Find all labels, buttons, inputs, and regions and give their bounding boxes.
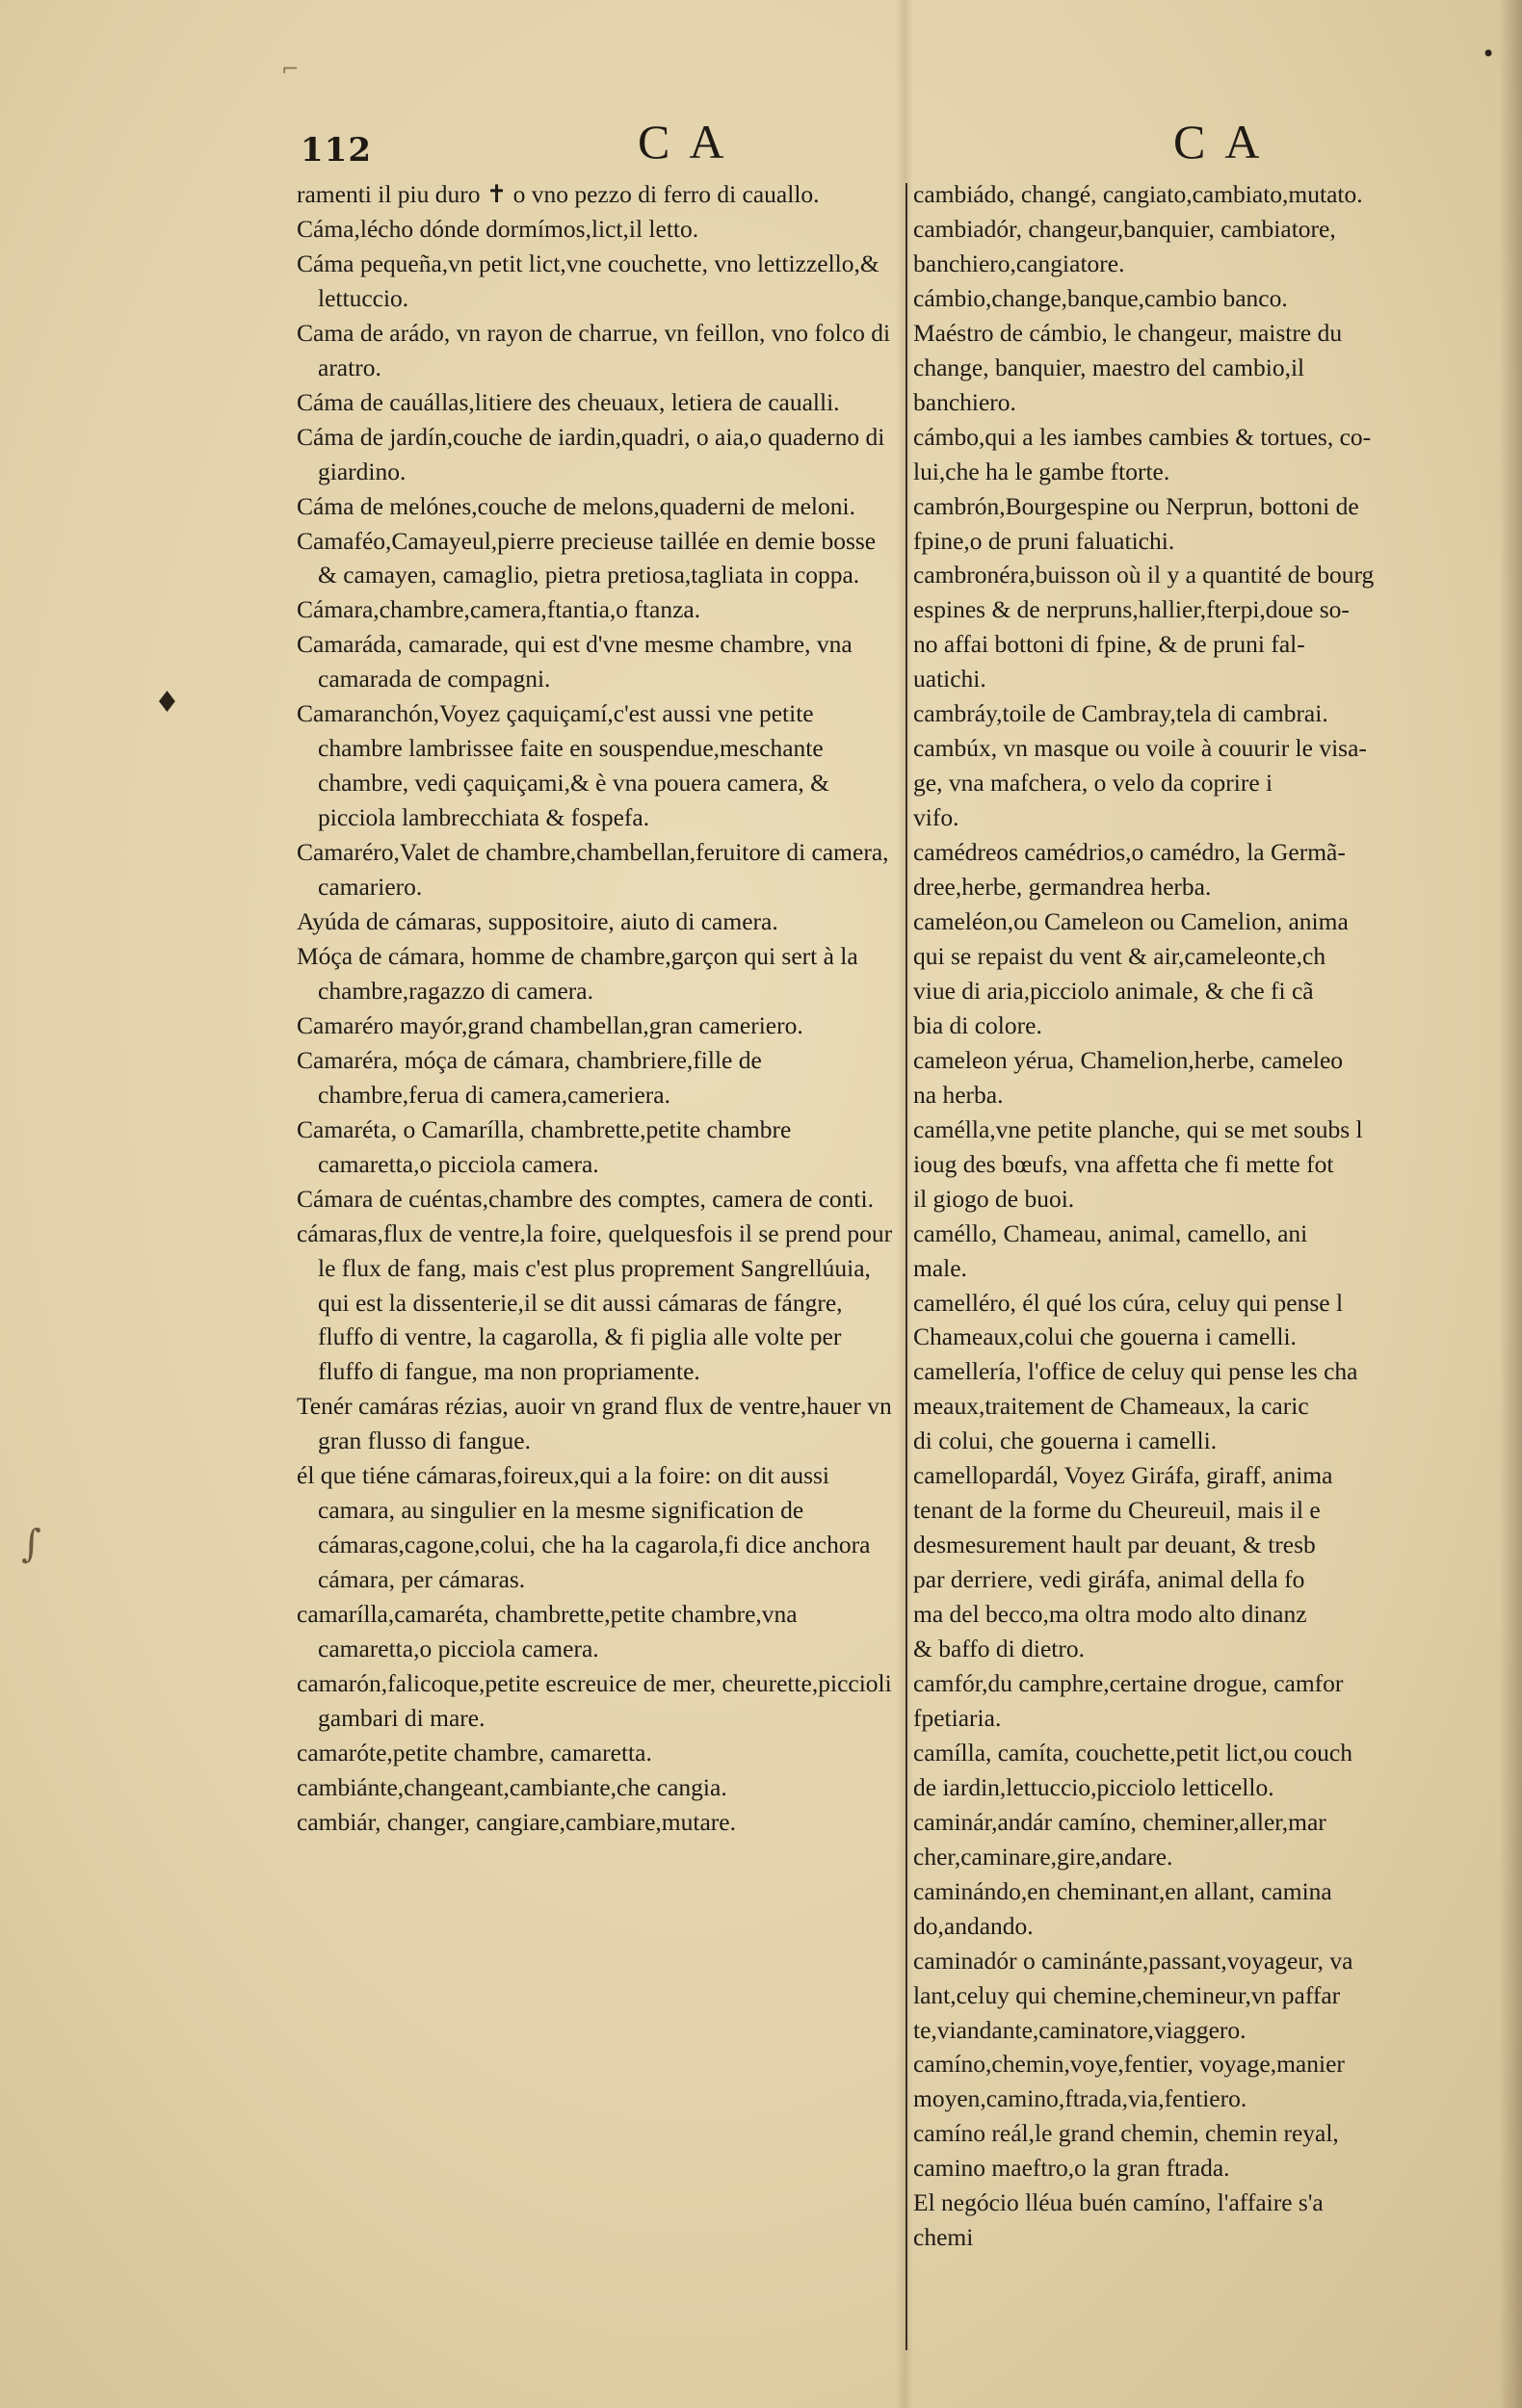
dictionary-entry: Maéstro de cámbio, le changeur, maistre du <box>913 318 1343 347</box>
dictionary-entry: camellería, l'office de celuy qui pense les cha <box>913 1357 1358 1386</box>
dictionary-entry: ramenti il piu duro ✝ o vno pezzo di ferro di cauallo. <box>297 180 820 208</box>
dictionary-entry: no affai bottoni di fpine, & de pruni fal- <box>913 630 1305 659</box>
dictionary-entry: Cáma de melónes,couche de melons,quaderni de meloni. <box>297 491 855 520</box>
dictionary-entry: cambiár, changer, cangiare,cambiare,mutare. <box>297 1807 736 1836</box>
dictionary-entry: banchiero,cangiatore. <box>913 249 1125 277</box>
dictionary-entry: caminándo,en cheminant,en allant, camina <box>913 1876 1332 1905</box>
dictionary-entry: Camaráda, camarade, qui est d'vne mesme chambre, vna camarada de compagni. <box>297 630 853 694</box>
dictionary-entry: change, banquier, maestro del cambio,il <box>913 353 1305 381</box>
right-column-header: CA <box>1173 115 1279 169</box>
dictionary-entry: camílla, camíta, couchette,petit lict,ou couch <box>913 1738 1352 1767</box>
dictionary-entry: fpetiaria. <box>913 1703 1002 1732</box>
dictionary-entry: camelléro, él qué los cúra, celuy qui pense l <box>913 1288 1344 1317</box>
dictionary-entry: di colui, che gouerna i camelli. <box>913 1426 1218 1455</box>
dictionary-entry: vifo. <box>913 803 959 832</box>
dictionary-entry: fpine,o de pruni faluatichi. <box>913 526 1175 555</box>
dictionary-entry: viue di aria,picciolo animale, & che fi cã <box>913 976 1314 1005</box>
dictionary-entry: il giogo de buoi. <box>913 1184 1075 1213</box>
dictionary-entry: Camaréra, móça de cámara, chambriere,fille de chambre,ferua di camera,cameriera. <box>297 1045 762 1109</box>
dictionary-entry: Camaréro,Valet de chambre,chambellan,feruitore di camera, camariero. <box>297 838 889 902</box>
dictionary-entry: Cámara,chambre,camera,ftantia,o ftanza. <box>297 595 701 624</box>
dictionary-entry: Camaréta, o Camarílla, chambrette,petite chambre camaretta,o picciola camera. <box>297 1114 792 1178</box>
dictionary-entry: Ayúda de cámaras, suppositoire, aiuto di camera. <box>297 907 778 936</box>
dictionary-entry: na herba. <box>913 1080 1004 1109</box>
dictionary-entry: camino maeftro,o la gran ftrada. <box>913 2154 1230 2183</box>
dictionary-entry: chemi <box>913 2223 974 2252</box>
dictionary-entry: camédreos camédrios,o camédro, la Germã- <box>913 838 1346 867</box>
dictionary-entry: tenant de la forme du Cheureuil, mais il e <box>913 1496 1321 1525</box>
dictionary-entry: & baffo di dietro. <box>913 1635 1085 1663</box>
dictionary-entry: cambronéra,buisson où il y a quantité de bourg <box>913 561 1375 589</box>
dictionary-entry: Cáma pequeña,vn petit lict,vne couchette, vno lettizzello,& lettuccio. <box>297 249 879 312</box>
dictionary-entry: cameléon,ou Cameleon ou Camelion, anima <box>913 907 1349 936</box>
dictionary-entry: cambiánte,changeant,cambiante,che cangia. <box>297 1772 727 1801</box>
dictionary-entry: Chameaux,colui che gouerna i camelli. <box>913 1322 1297 1351</box>
dictionary-entry: cámaras,flux de ventre,la foire, quelquesfois il se prend pour le flux de fang, mais c'est plus proprement Sangrellúuia, qui est la dissenterie,il se dit aussi cámaras de fángre, fluffo di ventre, la cagarolla, & fi piglia alle volte per fluffo di fangue, ma non propriamente. <box>297 1218 893 1386</box>
dictionary-entry: ma del becco,ma oltra modo alto dinanz <box>913 1600 1307 1629</box>
dictionary-entry: Cáma de cauállas,litiere des cheuaux, letiera de caualli. <box>297 387 840 416</box>
ornament-mark: ♦ <box>154 686 180 720</box>
dictionary-entry: dree,herbe, germandrea herba. <box>913 873 1212 902</box>
dictionary-entry: Cáma,lécho dónde dormímos,lict,il letto. <box>297 214 699 243</box>
dictionary-entry: cambiadór, changeur,banquier, cambiatore, <box>913 214 1336 243</box>
dictionary-entry: par derriere, vedi giráfa, animal della fo <box>913 1565 1305 1594</box>
dictionary-entry: bia di colore. <box>913 1010 1042 1039</box>
dot-mark: • <box>1482 40 1496 67</box>
dictionary-entry: caminadór o caminánte,passant,voyageur, va <box>913 1946 1353 1975</box>
page-header <box>0 114 1522 181</box>
dictionary-entry: Camaféo,Camayeul,pierre precieuse taillée en demie bosse & camayen, camaglio, pietra pretiosa,tagliata in coppa. <box>297 526 877 589</box>
dictionary-entry: meaux,traitement de Chameaux, la caric <box>913 1392 1309 1421</box>
dictionary-entry: Cama de arádo, vn rayon de charrue, vn feillon, vno folco di aratro. <box>297 318 891 381</box>
dictionary-entry: él que tiéne cámaras,foireux,qui a la foire: on dit aussi camara, au singulier en la mesme signification de cámaras,cagone,colui, che ha la cagarola,fi dice anchora cámara, per cámaras. <box>297 1461 871 1594</box>
dictionary-entry: Móça de cámara, homme de chambre,garçon qui sert à la chambre,ragazzo di camera. <box>297 941 858 1005</box>
dictionary-entry: cambráy,toile de Cambray,tela di cambrai. <box>913 699 1328 728</box>
dictionary-entry: cambiádo, changé, cangiato,cambiato,mutato. <box>913 180 1363 208</box>
dictionary-entry: El negócio lléua buén camíno, l'affaire s'a <box>913 2188 1324 2217</box>
dictionary-entry: cambúx, vn masque ou voile à couurir le visa- <box>913 734 1367 763</box>
dictionary-entry: Camaranchón,Voyez çaquiçamí,c'est aussi vne petite chambre lambrissee faite en souspendue,meschante chambre, vedi çaquiçami,& è vna pouera camera, & picciola lambrecchiata & fospefa. <box>297 699 829 832</box>
dictionary-entry: moyen,camino,ftrada,via,fentiero. <box>913 2084 1247 2113</box>
dictionary-entry: Cámara de cuéntas,chambre des comptes, camera de conti. <box>297 1184 874 1213</box>
dictionary-entry: ge, vna mafchera, o velo da coprire i <box>913 769 1273 798</box>
dictionary-entry: cher,caminare,gire,andare. <box>913 1842 1173 1871</box>
dictionary-entry: do,andando. <box>913 1911 1034 1940</box>
dictionary-entry: camellopardál, Voyez Giráfa, giraff, anima <box>913 1461 1333 1490</box>
dictionary-entry: camíno reál,le grand chemin, chemin reyal, <box>913 2119 1339 2148</box>
dictionary-entry: ioug des bœufs, vna affetta che fi mette fot <box>913 1149 1334 1178</box>
dictionary-entry: caméllo, Chameau, animal, camello, ani <box>913 1218 1308 1247</box>
dictionary-entry: uatichi. <box>913 665 986 694</box>
dictionary-entry: camarílla,camaréta, chambrette,petite chambre,vna camaretta,o picciola camera. <box>297 1600 798 1663</box>
bracket-mark: ∫ <box>21 1522 41 1566</box>
dictionary-entry: qui se repaist du vent & air,cameleonte,ch <box>913 941 1326 970</box>
column-divider <box>905 183 907 2350</box>
dictionary-entry: camarón,falicoque,petite escreuice de mer, cheurette,piccioli gambari di mare. <box>297 1668 892 1732</box>
dictionary-entry: espines & de nerpruns,hallier,fterpi,doue so- <box>913 595 1350 624</box>
dictionary-entry: male. <box>913 1253 967 1282</box>
left-column <box>297 177 896 2393</box>
page-number: 112 <box>301 131 372 170</box>
dictionary-entry: cameleon yérua, Chamelion,herbe, cameleo <box>913 1045 1344 1074</box>
left-column-header: CA <box>638 115 744 169</box>
dictionary-entry: caminár,andár camíno, cheminer,aller,mar <box>913 1807 1326 1836</box>
dictionary-entry: cambrón,Bourgespine ou Nerprun, bottoni de <box>913 491 1359 520</box>
dictionary-entry: lant,celuy qui chemine,chemineur,vn paffar <box>913 1980 1341 2009</box>
dictionary-entry: cámbo,qui a les iambes cambies & tortues, co- <box>913 422 1372 451</box>
right-column <box>913 177 1522 2354</box>
dictionary-entry: lui,che ha le gambe ftorte. <box>913 457 1170 485</box>
tick-mark: ⌐ <box>281 58 300 82</box>
dictionary-entry: caméllа,vne petite planche, qui se met soubs l <box>913 1114 1363 1143</box>
dictionary-entry: te,viandante,caminatore,viaggero. <box>913 2015 1246 2044</box>
dictionary-entry: de iardin,lettuccio,picciolo letticello. <box>913 1772 1274 1801</box>
dictionary-entry: Cáma de jardín,couche de iardin,quadri, o aia,o quaderno di giardino. <box>297 422 885 485</box>
dictionary-entry: camíno,chemin,voye,fentier, voyage,manier <box>913 2050 1345 2079</box>
dictionary-entry: desmesurement hault par deuant, & tresb <box>913 1531 1316 1559</box>
dictionary-entry: banchiero. <box>913 387 1016 416</box>
dictionary-entry: Tenér camáras rézias, auoir vn grand flux de ventre,hauer vn gran flusso di fangue. <box>297 1392 892 1455</box>
dictionary-entry: camaróte,petite chambre, camaretta. <box>297 1738 652 1767</box>
page-shadow <box>896 0 913 2408</box>
dictionary-entry: camfór,du camphre,certaine drogue, camfor <box>913 1668 1344 1697</box>
dictionary-entry: cámbio,change,banque,cambio banco. <box>913 283 1288 312</box>
dictionary-entry: Camaréro mayór,grand chambellan,gran cameriero. <box>297 1010 803 1039</box>
